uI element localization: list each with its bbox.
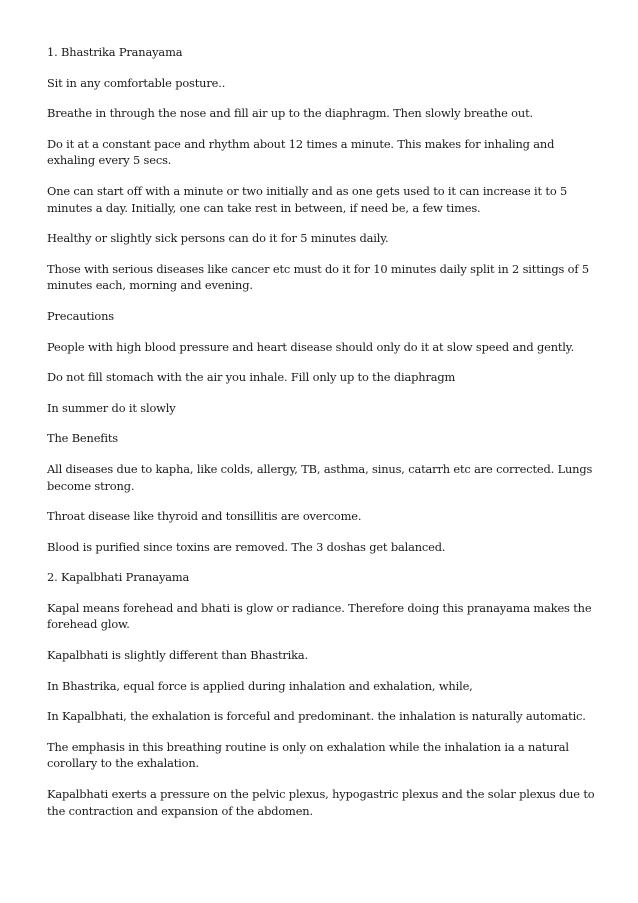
paragraph: All diseases due to kapha, like colds, allergy, TB, asthma, sinus, catarrh etc are corrected. Lungs become strong. xyxy=(47,461,593,493)
paragraph: Blood is purified since toxins are removed. The 3 doshas get balanced. xyxy=(47,539,446,554)
paragraph: Healthy or slightly sick persons can do it for 5 minutes daily. xyxy=(47,231,389,246)
paragraph: In summer do it slowly xyxy=(47,400,176,415)
paragraph: In Bhastrika, equal force is applied during inhalation and exhalation, while, xyxy=(47,678,473,693)
paragraph: Do not fill stomach with the air you inhale. Fill only up to the diaphragm xyxy=(47,370,456,385)
paragraph: The emphasis in this breathing routine is only on exhalation while the inhalation ia a natural corollary to the exhalation. xyxy=(47,739,569,771)
paragraph: Breathe in through the nose and fill air up to the diaphragm. Then slowly breathe out. xyxy=(47,106,533,121)
paragraph: Throat disease like thyroid and tonsillitis are overcome. xyxy=(47,509,362,524)
section-heading-bhastrika: 1. Bhastrika Pranayama xyxy=(47,45,183,59)
paragraph: In Kapalbhati, the exhalation is forceful and predominant. the inhalation is naturally automatic. xyxy=(47,709,586,724)
subheading-benefits: The Benefits xyxy=(47,431,118,446)
document-body xyxy=(47,44,599,833)
subheading-precautions: Precautions xyxy=(47,308,114,323)
paragraph: Kapalbhati is slightly different than Bhastrika. xyxy=(47,648,309,663)
paragraph: Kapalbhati exerts a pressure on the pelvic plexus, hypogastric plexus and the solar plexus due to the contraction and expansion of the abdomen. xyxy=(47,787,595,818)
section-heading-kapalbhati: 2. Kapalbhati Pranayama xyxy=(47,570,190,585)
paragraph: Those with serious diseases like cancer etc must do it for 10 minutes daily split in 2 sittings of 5 minutes each, morning and evening. xyxy=(47,261,589,293)
paragraph: Do it at a constant pace and rhythm about 12 times a minute. This makes for inhaling and exhaling every 5 secs. xyxy=(47,136,555,168)
paragraph: Kapal means forehead and bhati is glow or radiance. Therefore doing this pranayama makes the forehead glow. xyxy=(47,600,592,632)
paragraph: Sit in any comfortable posture.. xyxy=(47,75,226,90)
paragraph: People with high blood pressure and heart disease should only do it at slow speed and gently. xyxy=(47,339,575,354)
paragraph: One can start off with a minute or two initially and as one gets used to it can increase it to 5 minutes a day. Initially, one can take rest in between, if need be, a few times. xyxy=(47,183,568,215)
